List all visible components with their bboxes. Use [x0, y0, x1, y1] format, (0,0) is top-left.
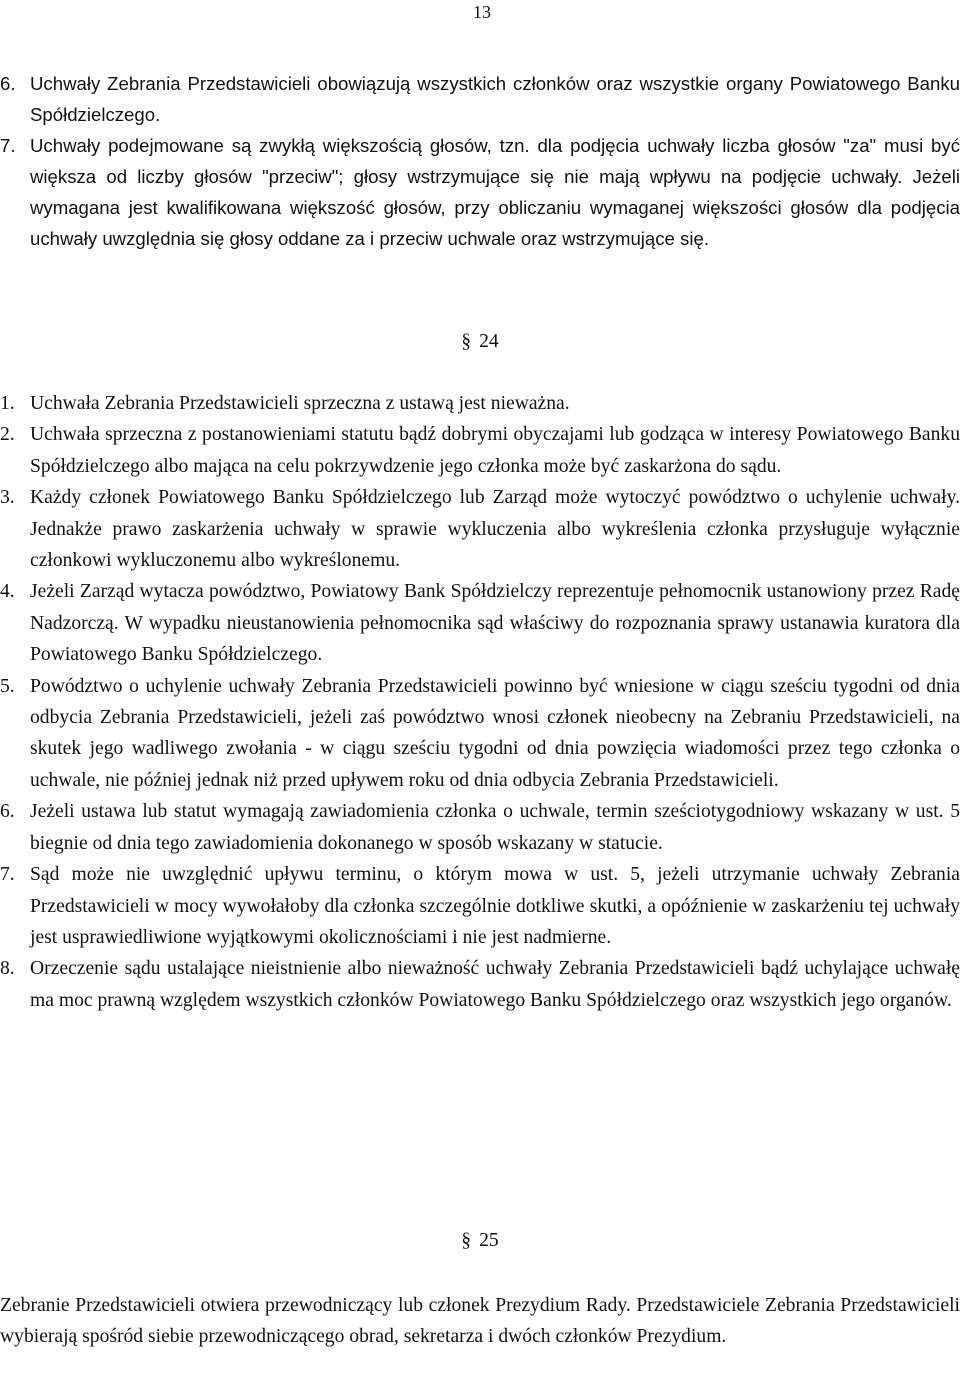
item-text: Jeżeli ustawa lub statut wymagają zawiadomienia członka o uchwale, termin sześciotygodniowy wskazany w ust. 5 biegnie od dnia tego zawiadomienia dokonanego w sposób wskazany w statucie.: [30, 801, 960, 854]
list-item: [0, 419, 960, 482]
item-text: Uchwały Zebrania Przedstawicieli obowiązują wszystkich członków oraz wszystkie organy Powiatowego Banku Spółdzielczego.: [30, 73, 960, 125]
item-text: Uchwała sprzeczna z postanowieniami statutu bądź dobrymi obyczajami lub godząca w interesy Powiatowego Banku Spółdzielczego albo mająca na celu pokrzywdzenie jego członka może być zaskarżona do sądu.: [30, 424, 960, 477]
item-text: Sąd może nie uwzględnić upływu terminu, o którym mowa w ust. 5, jeżeli utrzymanie uchwały Zebrania Przedstawicieli w mocy wywołałoby dla członka szczególnie dotkliwe skutki, a opóźnienie w zaskarżeniu tej uchwały jest usprawiedliwione wyjątkowymi okolicznościami i nie jest nadmierne.: [30, 864, 960, 948]
item-text: Uchwała Zebrania Przedstawicieli sprzeczna z ustawą jest nieważna.: [30, 393, 570, 414]
item-number: 8.: [0, 958, 15, 980]
list-item: [0, 130, 960, 254]
section-heading-24: [0, 327, 960, 357]
list-item: [0, 482, 960, 576]
section-number: 24: [479, 331, 499, 352]
section-24-list: [0, 388, 960, 1016]
section-sign: §: [461, 331, 472, 352]
item-number: 4.: [0, 581, 15, 603]
list-item: [0, 796, 960, 859]
item-text: Jeżeli Zarząd wytacza powództwo, Powiatowy Bank Spółdzielczy reprezentuje pełnomocnik ustanowiony przez Radę Nadzorczą. W wypadku nieustanowienia pełnomocnika sąd właściwy do rozpoznania sprawy ustanawia kuratora dla Powiatowego Banku Spółdzielczego.: [30, 581, 960, 666]
item-number: 7.: [0, 864, 15, 886]
list-item: [0, 859, 960, 953]
list-item: [0, 68, 960, 130]
section-number: 25: [479, 1230, 499, 1251]
item-number: 7.: [0, 135, 16, 156]
item-number: 6.: [0, 801, 15, 823]
item-text: Orzeczenie sądu ustalające nieistnienie albo nieważność uchwały Zebrania Przedstawicieli bądź uchylające uchwałę ma moc prawną względem wszystkich członków Powiatowego Banku Spółdzielczego oraz wszystkich jego organów.: [30, 958, 960, 1011]
section-heading-25: [0, 1226, 960, 1256]
list-item: [0, 953, 960, 1016]
item-number: 6.: [0, 73, 16, 94]
intro-list: [0, 68, 960, 254]
list-item: [0, 576, 960, 670]
section-sign: §: [461, 1230, 472, 1251]
item-number: 3.: [0, 487, 15, 509]
item-text: Każdy członek Powiatowego Banku Spółdzielczego lub Zarząd może wytoczyć powództwo o uchylenie uchwały. Jednakże prawo zaskarżenia uchwały w sprawie wykluczenia albo wykreślenia członka przysługuje wyłącznie członkowi wykluczonemu albo wykreślonemu.: [30, 487, 960, 572]
list-item: [0, 671, 960, 797]
item-number: 1.: [0, 393, 15, 414]
page-number: 13: [473, 2, 491, 22]
item-number: 2.: [0, 424, 15, 446]
section-25-body: [0, 1290, 960, 1353]
item-number: 5.: [0, 675, 15, 697]
list-item: [0, 388, 960, 419]
item-text: Uchwały podejmowane są zwykłą większością głosów, tzn. dla podjęcia uchwały liczba głosów "za" musi być większa od liczby głosów "przeciw"; głosy wstrzymujące się nie mają wpływu na podjęcie uchwały. Jeżeli wymagana jest kwalifikowana większość głosów, przy obliczaniu wymaganej większości głosów dla podjęcia uchwały uwzględnia się głosy oddane za i przeciw uchwale oraz wstrzymujące się.: [30, 135, 960, 249]
item-text: Powództwo o uchylenie uchwały Zebrania Przedstawicieli powinno być wniesione w ciągu sześciu tygodni od dnia odbycia Zebrania Przedstawicieli, jeżeli zaś powództwo wnosi członek nieobecny na Zebraniu Przedstawicieli, na skutek jego wadliwego zwołania - w ciągu sześciu tygodni od dnia powzięcia wiadomości przez tego członka o uchwale, nie później jednak niż przed upływem roku od dnia odbycia Zebrania Przedstawicieli.: [30, 675, 960, 791]
paragraph: Zebranie Przedstawicieli otwiera przewodniczący lub członek Prezydium Rady. Przedstawiciele Zebrania Przedstawicieli wybierają spośród siebie przewodniczącego obrad, sekretarza i dwóch członków Prezydium.: [0, 1295, 960, 1348]
